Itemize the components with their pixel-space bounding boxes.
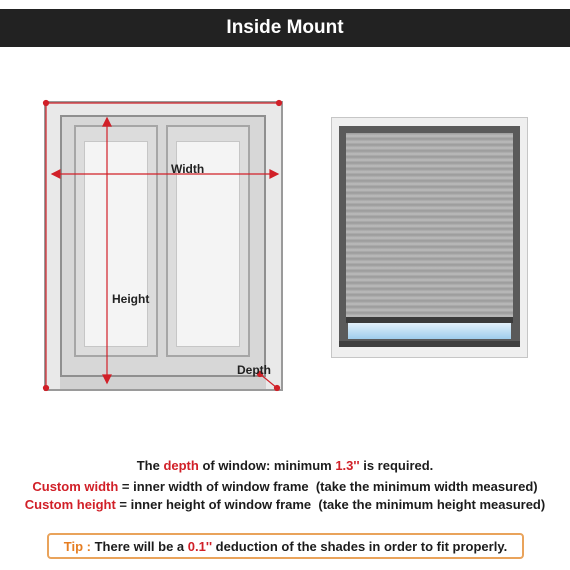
height-label: Height — [112, 292, 150, 306]
tip-label: Tip : — [63, 538, 91, 554]
tip-value: 0.1'' — [187, 538, 213, 554]
cellular-shade — [346, 133, 513, 319]
width-arrow-left — [52, 170, 60, 178]
tip-pre: There will be a — [90, 538, 188, 554]
tip-post: deduction of the shades in order to fit properly. — [212, 538, 508, 554]
height-arrow-bottom — [103, 375, 111, 383]
height-instruction — [0, 497, 570, 512]
depth-instruction — [0, 458, 570, 473]
window-sill-dark — [339, 341, 520, 347]
height-instruction-text: = inner height of window frame (take the minimum height measured) — [115, 497, 546, 512]
corner-dot-bl — [44, 386, 49, 391]
width-instruction — [0, 479, 570, 494]
corner-dot-tl — [44, 101, 49, 106]
corner-dot-tr — [277, 101, 282, 106]
depth-dot-b — [275, 386, 280, 391]
page-title: Inside Mount — [226, 17, 344, 38]
line1-pre: The — [136, 458, 164, 473]
width-label: Width — [171, 162, 205, 176]
tip-box — [47, 533, 524, 559]
custom-height-highlight: Custom height — [24, 497, 116, 512]
window-glass — [348, 323, 511, 339]
custom-width-highlight: Custom width — [32, 479, 119, 494]
depth-highlight: depth — [163, 458, 199, 473]
depth-label: Depth — [237, 363, 271, 377]
depth-value: 1.3'' — [335, 458, 360, 473]
line1-mid: of window: minimum — [198, 458, 336, 473]
width-instruction-text: = inner width of window frame (take the minimum width measured) — [118, 479, 538, 494]
height-arrow-top — [103, 118, 111, 126]
line1-post: is required. — [359, 458, 434, 473]
shade-installed-illustration — [331, 117, 528, 358]
width-arrow-right — [270, 170, 278, 178]
